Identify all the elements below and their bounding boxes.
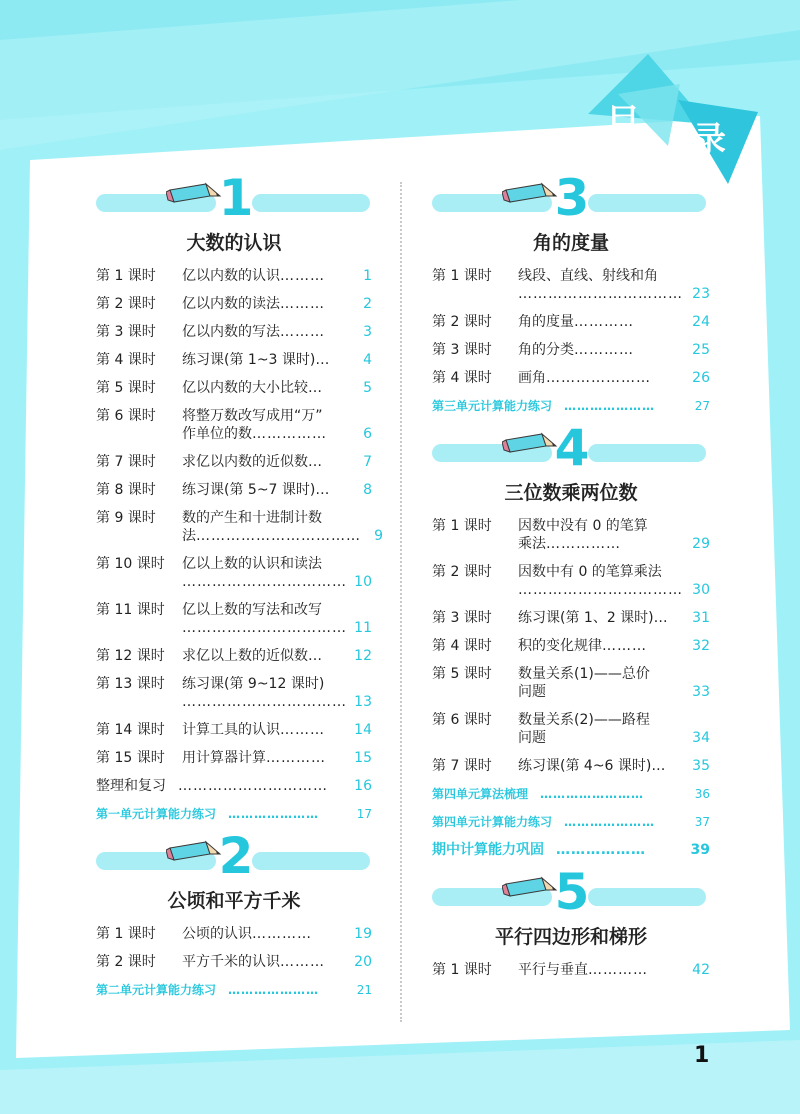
topic-continued: 问题 xyxy=(518,684,546,700)
unit-title: 三位数乘两位数 xyxy=(504,482,638,504)
lesson-label: 第 15 课时 xyxy=(96,750,165,766)
unit-title: 角的度量 xyxy=(532,232,609,254)
lesson-label: 第 8 课时 xyxy=(96,482,156,498)
topic-text: 练习课(第 5~7 课时) xyxy=(182,482,316,498)
toc-entry[interactable] xyxy=(96,448,372,476)
lesson-topic xyxy=(518,369,688,387)
topic-text: 亿以内数的认识 xyxy=(182,268,280,284)
toc-entry[interactable] xyxy=(96,670,372,716)
page-ref: 13 xyxy=(354,694,372,710)
lesson-topic xyxy=(518,517,688,553)
lesson-topic xyxy=(518,563,688,599)
toc-entry[interactable] xyxy=(432,558,710,604)
column-divider xyxy=(400,182,402,1022)
lesson-topic xyxy=(166,777,350,795)
lesson-topic xyxy=(518,711,688,747)
lesson-topic xyxy=(182,407,350,443)
page-ref: 19 xyxy=(354,926,372,942)
lesson-topic xyxy=(182,925,350,943)
topic-text: 练习课(第 1~3 课时) xyxy=(182,352,316,368)
lesson-label: 第 5 课时 xyxy=(432,666,492,682)
lesson-label: 第四单元计算能力练习 xyxy=(432,815,553,829)
unit-title: 大数的认识 xyxy=(186,232,282,254)
topic-text: 亿以上数的认识和读法 xyxy=(182,556,322,572)
toc-entry[interactable] xyxy=(96,290,372,318)
lesson-topic xyxy=(182,295,350,313)
leader-dots: … xyxy=(308,380,323,396)
lesson-topic xyxy=(518,267,688,303)
title-char-2: 录 xyxy=(692,120,726,160)
lesson-topic xyxy=(182,379,350,397)
leader-dots: ………… xyxy=(588,962,648,978)
topic-text: 积的变化规律 xyxy=(518,638,602,654)
lesson-topic xyxy=(182,749,350,767)
lesson-label: 第四单元算法梳理 xyxy=(432,787,529,801)
page-ref: 42 xyxy=(692,962,710,978)
lesson-label: 第 1 课时 xyxy=(432,268,492,284)
lesson-label: 第 1 课时 xyxy=(96,268,156,284)
toc-entry[interactable] xyxy=(96,642,372,670)
leader-dots: ………………… xyxy=(564,399,656,413)
lesson-label: 第 10 课时 xyxy=(96,556,165,572)
page-ref: 12 xyxy=(354,648,372,664)
lesson-topic xyxy=(518,341,688,359)
lesson-label: 第 2 课时 xyxy=(432,564,492,580)
lesson-label: 第 3 课时 xyxy=(432,610,492,626)
topic-text: 练习课(第 4~6 课时) xyxy=(518,758,652,774)
lesson-label: 第 7 课时 xyxy=(96,454,156,470)
page-ref: 8 xyxy=(363,482,372,498)
toc-entry[interactable] xyxy=(432,336,710,364)
leader-dots: ………………… xyxy=(228,983,320,997)
left-column xyxy=(96,169,383,1004)
unit-header xyxy=(432,420,710,476)
toc-entry[interactable] xyxy=(432,364,710,392)
lesson-topic xyxy=(518,637,688,655)
page-ref: 31 xyxy=(692,610,710,626)
lesson-topic xyxy=(182,351,350,369)
lesson-label: 第 11 课时 xyxy=(96,602,165,618)
unit-number: 2 xyxy=(218,827,254,885)
lesson-label: 第 14 课时 xyxy=(96,722,165,738)
lesson-topic xyxy=(552,397,688,415)
leader-dots: …………… xyxy=(546,536,621,552)
topic-continued: 作单位的数 xyxy=(182,426,252,442)
topic-text: 求亿以内数的近似数 xyxy=(182,454,308,470)
page-ref: 23 xyxy=(692,286,710,302)
lesson-topic xyxy=(544,841,688,859)
toc-entry[interactable] xyxy=(432,512,710,558)
page-number: 1 xyxy=(694,1043,710,1068)
lesson-topic xyxy=(182,601,350,637)
lesson-label: 第 1 课时 xyxy=(432,962,492,978)
toc-entry[interactable] xyxy=(96,402,372,448)
title-char-1: 目 xyxy=(606,102,640,142)
unit-section xyxy=(432,864,710,984)
topic-continued: 乘法 xyxy=(518,536,546,552)
toc-entry[interactable] xyxy=(96,744,372,772)
unit-section xyxy=(432,420,710,864)
toc-entry[interactable] xyxy=(96,262,372,290)
lesson-topic xyxy=(518,609,688,627)
leader-dots: ……… xyxy=(280,722,325,738)
lesson-label: 第二单元计算能力练习 xyxy=(96,983,217,997)
lesson-topic xyxy=(182,647,350,665)
topic-text: 线段、直线、射线和角 xyxy=(518,268,658,284)
topic-text: 平方千米的认识 xyxy=(182,954,280,970)
lesson-topic xyxy=(518,313,688,331)
page-ref: 7 xyxy=(363,454,372,470)
page-ref: 26 xyxy=(692,370,710,386)
lesson-label: 第 2 课时 xyxy=(432,314,492,330)
toc-entry[interactable] xyxy=(96,716,372,744)
topic-text: 因数中有 0 的笔算乘法 xyxy=(518,564,662,580)
page-ref: 3 xyxy=(363,324,372,340)
pencil-icon xyxy=(502,182,558,212)
lesson-label: 第 7 课时 xyxy=(432,758,492,774)
page-ref: 34 xyxy=(692,730,710,746)
toc-entry[interactable] xyxy=(96,800,372,828)
toc-entry[interactable] xyxy=(432,752,710,780)
leader-dots: ………… xyxy=(574,314,634,330)
lesson-topic xyxy=(552,813,688,831)
unit-number: 4 xyxy=(554,419,590,477)
page-ref: 16 xyxy=(354,778,372,794)
topic-text: 练习课(第 1、2 课时) xyxy=(518,610,654,626)
unit-bar-right xyxy=(588,444,706,462)
toc-entry[interactable] xyxy=(432,836,710,864)
toc-entry[interactable] xyxy=(96,550,372,596)
toc-entry[interactable] xyxy=(96,346,372,374)
page-ref: 5 xyxy=(363,380,372,396)
leader-dots: … xyxy=(315,352,331,368)
leader-dots: ……… xyxy=(602,638,647,654)
leader-dots: ……… xyxy=(280,268,325,284)
unit-section xyxy=(96,828,372,1004)
unit-section xyxy=(96,169,383,828)
topic-continued: 问题 xyxy=(518,730,546,746)
page-ref: 25 xyxy=(692,342,710,358)
topic-text: 将整万数改写成用“万” xyxy=(182,408,323,424)
page-ref: 9 xyxy=(374,528,383,544)
toc-entry[interactable] xyxy=(96,772,372,800)
pencil-icon xyxy=(502,432,558,462)
page-ref: 29 xyxy=(692,536,710,552)
toc-entry[interactable] xyxy=(432,808,710,836)
unit-bar-right xyxy=(588,888,706,906)
unit-bar-right xyxy=(588,194,706,212)
toc-entry[interactable] xyxy=(96,318,372,346)
page-ref: 1 xyxy=(363,268,372,284)
unit-header xyxy=(96,828,372,884)
leader-dots: ………… xyxy=(252,926,312,942)
page-ref: 37 xyxy=(694,815,710,829)
unit-header xyxy=(96,170,372,226)
lesson-label: 第 1 课时 xyxy=(96,926,156,942)
lesson-label: 第 4 课时 xyxy=(432,638,492,654)
page-ref: 20 xyxy=(354,954,372,970)
leader-dots: ………………… xyxy=(546,370,651,386)
toc-entry[interactable] xyxy=(96,476,372,504)
topic-text: 数量关系(2)——路程 xyxy=(518,712,650,728)
lesson-topic xyxy=(182,555,350,591)
leader-dots: …………………………… xyxy=(182,694,347,710)
toc-entry[interactable] xyxy=(432,308,710,336)
lesson-topic xyxy=(182,675,350,711)
lesson-label: 第 4 课时 xyxy=(432,370,492,386)
toc-entry[interactable] xyxy=(432,392,710,420)
lesson-topic xyxy=(528,785,688,803)
unit-bar-right xyxy=(252,852,370,870)
page-ref: 35 xyxy=(692,758,710,774)
lesson-topic xyxy=(182,509,361,545)
topic-text: 亿以内数的读法 xyxy=(182,296,280,312)
page-ref: 39 xyxy=(690,842,710,858)
lesson-topic xyxy=(182,453,350,471)
leader-dots: ………………… xyxy=(564,815,656,829)
leader-dots: ……… xyxy=(280,296,325,312)
lesson-label: 第 4 课时 xyxy=(96,352,156,368)
leader-dots: …………… xyxy=(252,426,327,442)
lesson-label: 整理和复习 xyxy=(96,778,166,794)
unit-number: 1 xyxy=(218,169,254,227)
leader-dots: …………………………… xyxy=(518,582,683,598)
unit-title: 公顷和平方千米 xyxy=(167,890,301,912)
page-ref: 6 xyxy=(363,426,372,442)
toc-entry[interactable] xyxy=(432,706,710,752)
topic-text: 角的度量 xyxy=(518,314,574,330)
topic-text: 数的产生和十进制计数 xyxy=(182,510,322,526)
lesson-label: 第三单元计算能力练习 xyxy=(432,399,553,413)
page-ref: 32 xyxy=(692,638,710,654)
unit-number: 5 xyxy=(554,863,590,921)
lesson-topic xyxy=(216,981,350,999)
right-column xyxy=(432,170,710,984)
page-ref: 24 xyxy=(692,314,710,330)
leader-dots: … xyxy=(653,610,669,626)
leader-dots: …………………………… xyxy=(182,620,347,636)
lesson-label: 第 9 课时 xyxy=(96,510,156,526)
topic-text: 计算工具的认识 xyxy=(182,722,280,738)
toc-entry[interactable] xyxy=(432,780,710,808)
toc-entry[interactable] xyxy=(432,660,710,706)
leader-dots: ………… xyxy=(574,342,634,358)
toc-entry[interactable] xyxy=(96,976,372,1004)
leader-dots: ………… xyxy=(266,750,326,766)
topic-text: 亿以上数的写法和改写 xyxy=(182,602,322,618)
topic-text: 求亿以上数的近似数 xyxy=(182,648,308,664)
lesson-label: 第 3 课时 xyxy=(96,324,156,340)
lesson-label: 第 1 课时 xyxy=(432,518,492,534)
lesson-label: 期中计算能力巩固 xyxy=(432,842,544,858)
leader-dots: ………………… xyxy=(228,807,320,821)
lesson-label: 第 13 课时 xyxy=(96,676,165,692)
leader-dots: …………………………… xyxy=(182,574,347,590)
topic-text: 用计算器计算 xyxy=(182,750,266,766)
page-ref: 11 xyxy=(354,620,372,636)
unit-number: 3 xyxy=(554,169,590,227)
leader-dots: ………………………… xyxy=(178,778,328,794)
lesson-label: 第 2 课时 xyxy=(96,296,156,312)
leader-dots: … xyxy=(315,482,331,498)
unit-section xyxy=(432,170,710,420)
topic-text: 角的分类 xyxy=(518,342,574,358)
topic-continued: 法 xyxy=(182,528,196,544)
lesson-topic xyxy=(182,267,350,285)
lesson-label: 第一单元计算能力练习 xyxy=(96,807,217,821)
topic-text: 练习课(第 9~12 课时) xyxy=(182,676,325,692)
lesson-topic xyxy=(182,481,350,499)
lesson-topic xyxy=(518,757,688,775)
page-ref: 10 xyxy=(354,574,372,590)
leader-dots: ……………… xyxy=(556,842,646,858)
lesson-topic xyxy=(518,961,688,979)
toc-entry[interactable] xyxy=(432,604,710,632)
lesson-topic xyxy=(216,805,350,823)
toc-entry[interactable] xyxy=(96,920,372,948)
toc-entry[interactable] xyxy=(432,262,710,308)
toc-entry[interactable] xyxy=(96,374,372,402)
unit-title: 平行四边形和梯形 xyxy=(494,926,647,948)
pencil-icon xyxy=(502,876,558,906)
pencil-icon xyxy=(166,182,222,212)
topic-text: 因数中没有 0 的笔算 xyxy=(518,518,648,534)
lesson-topic xyxy=(182,721,350,739)
leader-dots: …………………… xyxy=(540,787,645,801)
topic-text: 亿以内数的大小比较 xyxy=(182,380,308,396)
unit-header xyxy=(432,170,710,226)
leader-dots: ……… xyxy=(280,954,325,970)
page-ref: 21 xyxy=(356,983,372,997)
unit-header xyxy=(432,864,710,920)
toc-entry[interactable] xyxy=(96,948,372,976)
page-ref: 36 xyxy=(694,787,710,801)
page-ref: 4 xyxy=(363,352,372,368)
topic-text: 数量关系(1)——总价 xyxy=(518,666,650,682)
page-ref: 33 xyxy=(692,684,710,700)
leader-dots: … xyxy=(308,648,323,664)
toc-entry[interactable] xyxy=(432,632,710,660)
pencil-icon xyxy=(166,840,222,870)
lesson-label: 第 2 课时 xyxy=(96,954,156,970)
lesson-label: 第 6 课时 xyxy=(96,408,156,424)
lesson-label: 第 12 课时 xyxy=(96,648,165,664)
toc-entry[interactable] xyxy=(96,504,383,550)
leader-dots: …………………………… xyxy=(518,286,683,302)
lesson-topic xyxy=(182,323,350,341)
leader-dots: … xyxy=(308,454,323,470)
page-ref: 15 xyxy=(354,750,372,766)
topic-text: 亿以内数的写法 xyxy=(182,324,280,340)
page-ref: 30 xyxy=(692,582,710,598)
lesson-topic xyxy=(182,953,350,971)
topic-text: 平行与垂直 xyxy=(518,962,588,978)
lesson-label: 第 5 课时 xyxy=(96,380,156,396)
page-ref: 27 xyxy=(694,399,710,413)
leader-dots: … xyxy=(651,758,667,774)
toc-entry[interactable] xyxy=(432,956,710,984)
leader-dots: ……… xyxy=(280,324,325,340)
page-ref: 2 xyxy=(363,296,372,312)
topic-text: 画角 xyxy=(518,370,546,386)
leader-dots: …………………………… xyxy=(196,528,361,544)
toc-entry[interactable] xyxy=(96,596,372,642)
lesson-label: 第 3 课时 xyxy=(432,342,492,358)
topic-text: 公顷的认识 xyxy=(182,926,252,942)
unit-bar-right xyxy=(252,194,370,212)
lesson-topic xyxy=(518,665,688,701)
lesson-label: 第 6 课时 xyxy=(432,712,492,728)
page-ref: 14 xyxy=(354,722,372,738)
page-ref: 17 xyxy=(356,807,372,821)
